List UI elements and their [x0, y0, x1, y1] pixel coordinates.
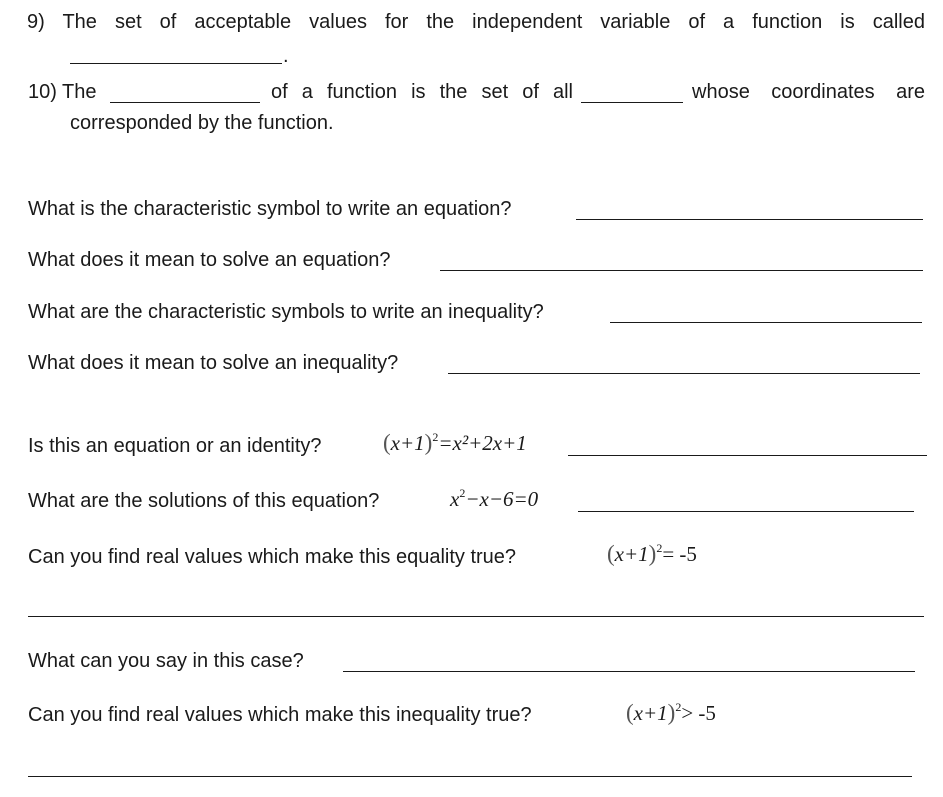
math-inequality: $(x+1)^2> -5$ [626, 700, 716, 725]
math-quadratic: $x^2-x-6=0$ [450, 486, 539, 511]
q10-answer-blank-2[interactable] [581, 102, 683, 103]
math-equality: $(x+1)^2= -5$ [607, 541, 697, 566]
question-solutions: What are the solutions of this equation? [28, 490, 380, 512]
answer-blank-solve-equation[interactable] [440, 270, 923, 271]
question-inequality-symbols: What are the characteristic symbols to write an inequality? [28, 301, 544, 323]
answer-blank-solve-inequality[interactable] [448, 373, 920, 374]
question-equation-symbol: What is the characteristic symbol to write an equation? [28, 198, 512, 220]
q10-mid-text: of a function is the set of all [271, 81, 573, 103]
answer-blank-identity[interactable] [568, 455, 927, 456]
q10-end-text: whose coordinates are [692, 81, 925, 103]
question-identity: Is this an equation or an identity? [28, 435, 322, 457]
q9-answer-blank[interactable] [70, 63, 282, 64]
answer-blank-equation-symbol[interactable] [576, 219, 923, 220]
q10-answer-blank-1[interactable] [110, 102, 260, 103]
question-solve-equation: What does it mean to solve an equation? [28, 249, 391, 271]
answer-blank-inequality-symbols[interactable] [610, 322, 922, 323]
answer-blank-solutions[interactable] [578, 511, 914, 512]
question-equality-true: Can you find real values which make this equality true? [28, 546, 517, 568]
q9-number: 9) [27, 11, 45, 33]
q9-period: . [283, 45, 289, 67]
q10-line2: corresponded by the function. [70, 112, 334, 134]
q9-text: The set of acceptable values for the independent variable of a function is called [62, 11, 925, 33]
math-identity: $(x+1)^2=x^2+2x+1$ [383, 430, 527, 455]
question-inequality-true: Can you find real values which make this inequality true? [28, 704, 532, 726]
answer-blank-inequality-true[interactable] [28, 776, 912, 777]
q9-line [27, 10, 925, 34]
question-this-case: What can you say in this case? [28, 650, 304, 672]
question-solve-inequality: What does it mean to solve an inequality? [28, 352, 399, 374]
answer-blank-this-case[interactable] [343, 671, 915, 672]
q10-number: 10) [28, 81, 57, 103]
answer-blank-equality-true[interactable] [28, 616, 924, 617]
q10-the: The [62, 81, 97, 103]
